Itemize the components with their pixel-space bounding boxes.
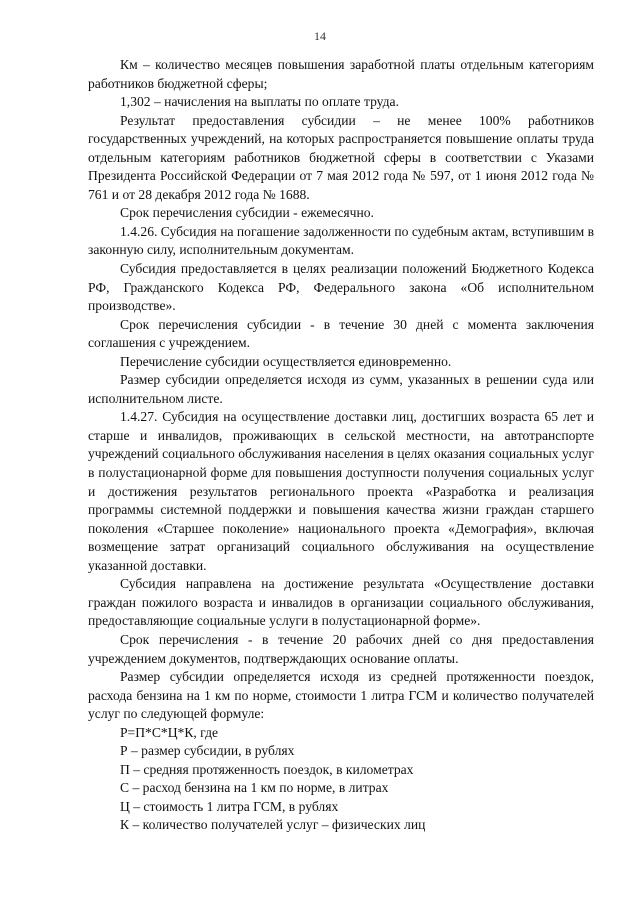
formula-definition: П – средняя протяженность поездок, в километрах <box>120 761 414 777</box>
paragraph: Срок перечисления - в течение 20 рабочих дней со дня предоставления учреждением документов, подтверждающих основание оплаты. <box>88 631 594 666</box>
document-body <box>88 56 594 835</box>
formula-expression: Р=П*С*Ц*К, где <box>120 724 219 740</box>
formula-definition: Р – размер субсидии, в рублях <box>120 743 295 759</box>
section-heading-1-4-26: 1.4.26. Субсидия на погашение задолженности по судебным актам, вступившим в законную силу, исполнительным документам. <box>88 223 594 258</box>
paragraph: Срок перечисления субсидии - в течение 30 дней с момента заключения соглашения с учреждением. <box>88 316 594 351</box>
formula-definition: Ц – стоимость 1 литра ГСМ, в рублях <box>120 798 339 814</box>
paragraph: Результат предоставления субсидии – не менее 100% работников государственных учреждений, на которых распространяется повышение оплаты труда отдельным категориям работников бюджетной сферы в соответствии с Указами Президента Российской Федерации от 7 мая 2012 года № 597, от 1 июня 2012 года № 761 и от 28 декабря 2012 года № 1688. <box>88 112 594 202</box>
paragraph: Км – количество месяцев повышения заработной платы отдельным категориям работников бюджетной сферы; <box>88 57 594 91</box>
paragraph: Субсидия предоставляется в целях реализации положений Бюджетного Кодекса РФ, Гражданского Кодекса РФ, Федерального закона «Об исполнительном производстве». <box>88 261 594 314</box>
paragraph: Размер субсидии определяется исходя из средней протяженности поездок, расхода бензина на 1 км по норме, стоимости 1 литра ГСМ и количество получателей услуг по следующей формуле: <box>88 669 594 722</box>
section-heading-1-4-27: 1.4.27. Субсидия на осуществление доставки лиц, достигших возраста 65 лет и старше и инвалидов, проживающих в сельской местности, на автотранспорте учреждений социального обслуживания населения в целях оказания социальных услуг в полустационарной форме для повышения доступности получения социальных услуг и достижения результатов регионального проекта «Разработка и реализация программы системной поддержки и повышения качества жизни граждан старшего поколения «Старшее поколение» национального проекта «Демография», включая возмещение затрат организаций социального обслуживания на осуществление указанной доставки. <box>88 409 594 573</box>
formula-definition: К – количество получателей услуг – физических лиц <box>120 817 426 833</box>
paragraph: Размер субсидии определяется исходя из сумм, указанных в решении суда или исполнительном листе. <box>88 372 594 406</box>
formula-definition: С – расход бензина на 1 км по норме, в литрах <box>120 780 389 796</box>
paragraph: Перечисление субсидии осуществляется единовременно. <box>120 353 452 369</box>
page-number: 14 <box>314 29 326 43</box>
paragraph: 1,302 – начисления на выплаты по оплате труда. <box>120 94 399 110</box>
paragraph: Субсидия направлена на достижение результата «Осуществление доставки граждан пожилого возраста и инвалидов в организации социального обслуживания, предоставляющие социальные услуги в полустационарной форме». <box>88 576 594 629</box>
paragraph: Срок перечисления субсидии - ежемесячно. <box>120 205 374 221</box>
